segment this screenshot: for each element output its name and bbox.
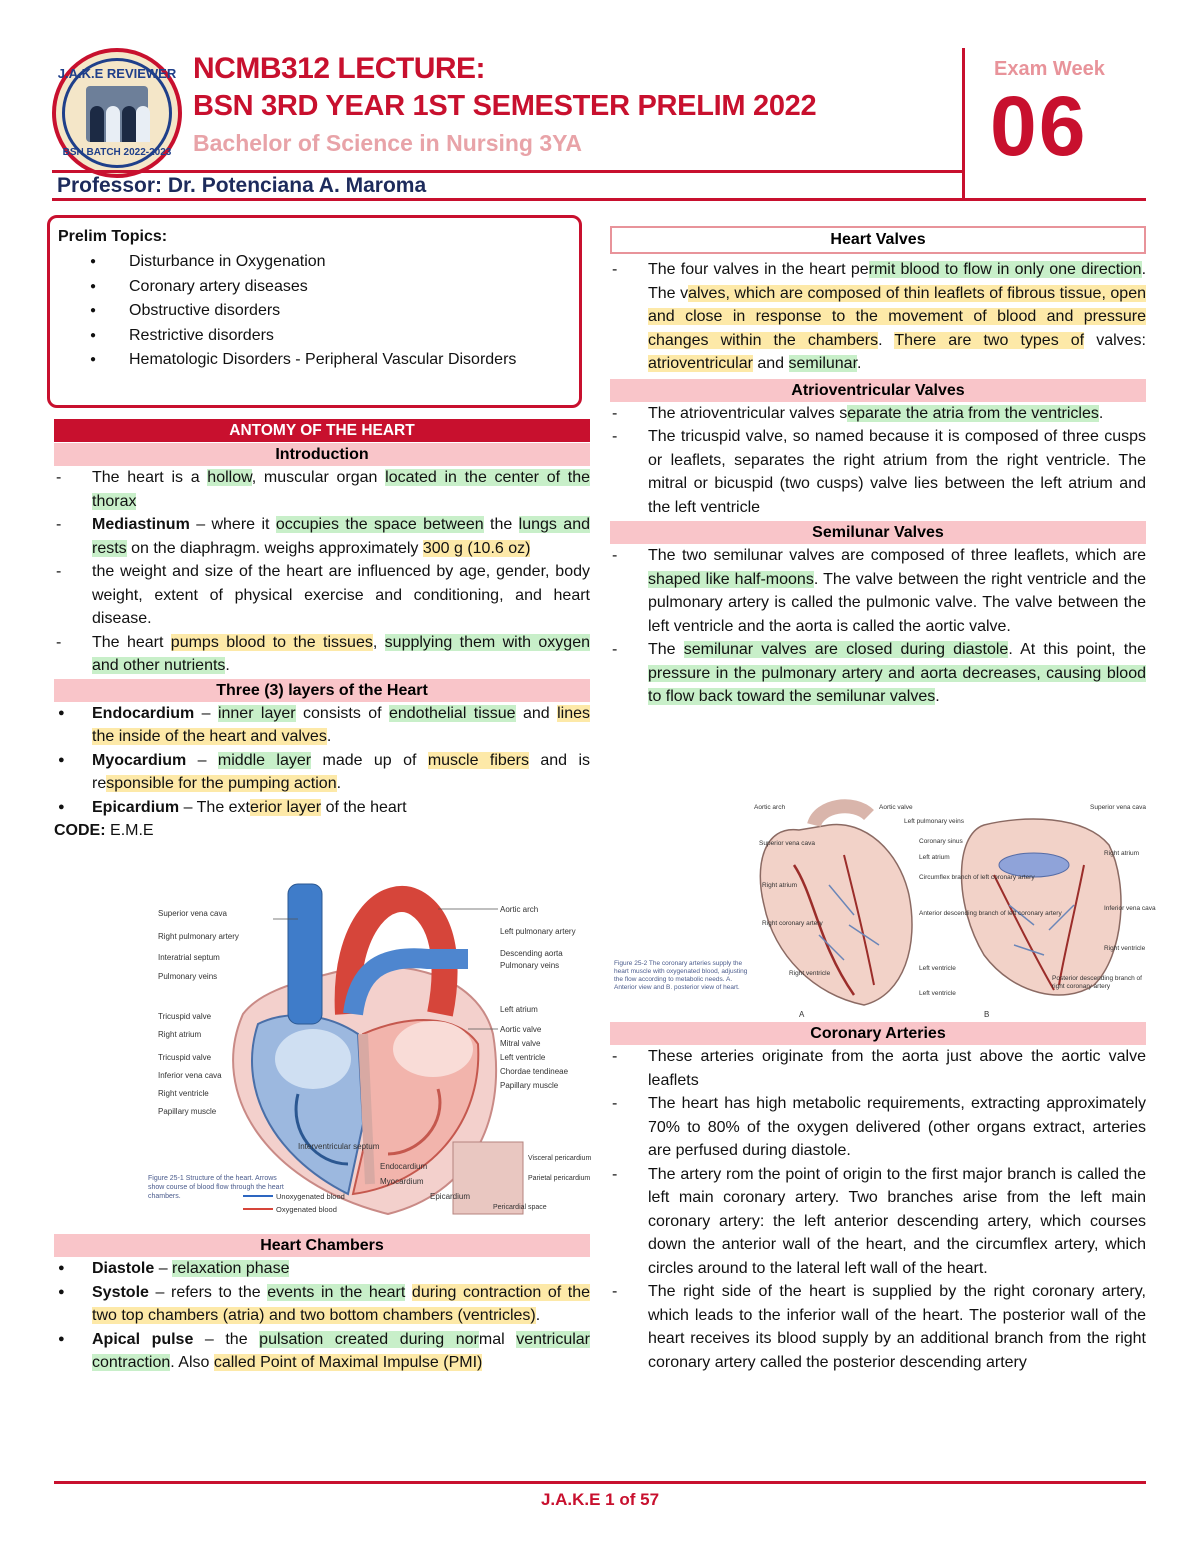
av-valves-title: Atrioventricular Valves xyxy=(610,379,1146,402)
coronary-item: - The right side of the heart is supplied by the right coronary artery, which leads to the inferior wall of the heart. The posterior wall of the heart receives its blood supply by an additional branch from the right coronary artery called the posterior descending artery xyxy=(610,1280,1146,1374)
chamber-item: ● Systole – refers to the events in the heart during contraction of the two top chambers (atria) and two bottom chambers (ventricles). xyxy=(54,1281,590,1328)
intro-title: Introduction xyxy=(54,443,590,466)
av-item: - The tricuspid valve, so named because it is composed of three cusps or leaflets, separates the right atrium from the right ventricle. The mitral or bicuspid (two cusps) valve lies between the left atrium and the left ventricle xyxy=(610,425,1146,519)
heart-label: Pericardial space xyxy=(493,1204,547,1211)
program-name: Bachelor of Science in Nursing 3YA xyxy=(193,130,582,156)
header-divider-vertical xyxy=(962,48,965,200)
heart-structure-figure xyxy=(148,864,592,1229)
topic-item: ● Coronary artery diseases xyxy=(58,275,571,300)
course-title: NCMB312 LECTURE: xyxy=(193,52,486,85)
coronary-label: Posterior descending branch of right coronary artery xyxy=(1052,975,1142,990)
topic-item: ● Disturbance in Oxygenation xyxy=(58,250,571,275)
chamber-item: ● Apical pulse – the pulsation created during normal ventricular contraction. Also called Point of Maximal Impulse (PMI) xyxy=(54,1328,590,1375)
coronary-label: Right atrium xyxy=(762,882,798,889)
coronary-label: Right atrium xyxy=(1104,850,1140,857)
layers-title: Three (3) layers of the Heart xyxy=(54,679,590,702)
heart-label: Left ventricle xyxy=(500,1053,546,1062)
semilunar-title: Semilunar Valves xyxy=(610,521,1146,544)
heart-label: Interventricular septum xyxy=(298,1142,380,1151)
coronary-arteries-figure xyxy=(614,795,1156,1020)
coronary-label: Left pulmonary veins xyxy=(904,818,964,825)
logo-top-text: J.A.K.E REVIEWER xyxy=(57,66,177,81)
coronary-item: - These arteries originate from the aorta just above the aortic valve leaflets xyxy=(610,1045,1146,1092)
valves-item: - The four valves in the heart permit blood to flow in only one direction. The valves, which are composed of thin leaflets of fibrous tissue, open and close in response to the movement of blood and pressure changes within the chambers. There are two types of valves: atrioventricular and semilunar. xyxy=(610,258,1146,376)
coronary-section xyxy=(610,1022,1146,1374)
heart-label: Interatrial septum xyxy=(158,953,220,962)
exam-week-number: 06 xyxy=(990,79,1088,173)
topic-item: ● Restrictive disorders xyxy=(58,324,571,349)
heart-label: Pulmonary veins xyxy=(500,961,560,970)
logo-group-photo xyxy=(86,86,148,142)
coronary-label: Coronary sinus xyxy=(919,838,963,845)
coronary-label: Aortic arch xyxy=(754,804,786,811)
heart-label: Mitral valve xyxy=(500,1039,541,1048)
heart-label: Aortic arch xyxy=(500,905,539,914)
coronary-label: Inferior vena cava xyxy=(1104,905,1156,912)
heart-label: Right ventricle xyxy=(158,1089,209,1098)
heart-label: Tricuspid valve xyxy=(158,1053,212,1062)
topic-item: ● Hematologic Disorders - Peripheral Vascular Disorders xyxy=(58,348,571,373)
heart-label: Right atrium xyxy=(158,1030,202,1039)
intro-item: - The heart is a hollow, muscular organ located in the center of the thorax xyxy=(54,466,590,513)
layer-item: ● Endocardium – inner layer consists of endothelial tissue and lines the inside of the heart and valves. xyxy=(54,702,590,749)
topic-item: ● Obstructive disorders xyxy=(58,299,571,324)
coronary-item: - The heart has high metabolic requirements, extracting approximately 70% to 80% of the oxygen delivered (other organs extract, arteries are perfused during diastole. xyxy=(610,1092,1146,1163)
heart-label: Papillary muscle xyxy=(158,1107,217,1116)
coronary-label: Left ventricle xyxy=(919,965,956,972)
topics-heading: Prelim Topics: xyxy=(58,228,168,245)
coronary-title: Coronary Arteries xyxy=(610,1022,1146,1045)
coronary-label: Circumflex branch of left coronary artery xyxy=(919,874,1035,881)
course-subtitle: BSN 3RD YEAR 1ST SEMESTER PRELIM 2022 xyxy=(193,90,817,122)
heart-label: Right pulmonary artery xyxy=(158,932,239,941)
coronary-label: Left ventricle xyxy=(919,990,956,997)
intro-item: - the weight and size of the heart are influenced by age, gender, body weight, extent of physical exercise and conditioning, and heart disease. xyxy=(54,560,590,631)
heart-label: Endocardium xyxy=(380,1162,428,1171)
av-item: - The atrioventricular valves separate the atria from the ventricles. xyxy=(610,402,1146,426)
coronary-label: Left atrium xyxy=(919,854,950,861)
header-divider-2 xyxy=(52,198,1146,201)
left-column xyxy=(54,419,590,843)
heart-label: Descending aorta xyxy=(500,949,563,958)
layer-item: ● Myocardium – middle layer made up of muscle fibers and is responsible for the pumping action. xyxy=(54,749,590,796)
heart-label: Myocardium xyxy=(380,1177,424,1186)
logo-bottom-text: BSN BATCH 2022-2023 xyxy=(62,147,172,158)
heart-label: Aortic valve xyxy=(500,1025,542,1034)
intro-item: - Mediastinum – where it occupies the space between the lungs and rests on the diaphragm. weighs approximately 300 g (10.6 oz) xyxy=(54,513,590,560)
footer-divider xyxy=(54,1481,1146,1484)
heart-label: Tricuspid valve xyxy=(158,1012,212,1021)
coronary-item: - The artery rom the point of origin to the first major branch is called the left main coronary artery. Two branches arise from the left main coronary artery: the left anterior descending artery, which courses down the anterior wall of the heart, and the circumflex artery, which circles around to the lateral left wall of the heart. xyxy=(610,1163,1146,1281)
heart-label: Left pulmonary artery xyxy=(500,927,576,936)
heart-label: Inferior vena cava xyxy=(158,1071,222,1080)
coronary-label: Aortic valve xyxy=(879,804,913,811)
heart-label: Superior vena cava xyxy=(158,909,227,918)
heart-label: Visceral pericardium xyxy=(528,1155,592,1162)
intro-item: - The heart pumps blood to the tissues, supplying them with oxygen and other nutrients. xyxy=(54,631,590,678)
heart-label: Parietal pericardium xyxy=(528,1175,591,1182)
view-label-a: A xyxy=(799,1010,805,1019)
layer-item: ● Epicardium – The exterior layer of the heart xyxy=(54,796,590,820)
heart-label: Left atrium xyxy=(500,1005,538,1014)
legend-unoxygenated: Unoxygenated blood xyxy=(276,1192,345,1201)
section-title-anatomy: ANTOMY OF THE HEART xyxy=(54,419,590,442)
coronary-label: Superior vena cava xyxy=(1090,804,1147,811)
right-column xyxy=(610,226,1146,709)
topics-list xyxy=(58,250,571,373)
exam-week-label: Exam Week xyxy=(994,58,1105,80)
prelim-topics-box xyxy=(47,215,582,408)
professor-name: Professor: Dr. Potenciana A. Maroma xyxy=(57,174,427,197)
semilunar-item: - The two semilunar valves are composed of three leaflets, which are shaped like half-moons. The valve between the right ventricle and the pulmonary artery is called the pulmonic valve. The valve between the left ventricle and the aorta is called the aortic valve. xyxy=(610,544,1146,638)
coronary-figure-caption: Figure 25-2 The coronary arteries supply the heart muscle with oxygenated blood, adjusting the flow according to metabolic needs. A. Anterior view and B. posterior view of heart. xyxy=(614,960,748,991)
chamber-item: ● Diastole – relaxation phase xyxy=(54,1257,590,1281)
legend-oxygenated: Oxygenated blood xyxy=(276,1205,337,1214)
coronary-label: Right ventricle xyxy=(789,970,831,977)
heart-label: Chordae tendineae xyxy=(500,1067,569,1076)
coronary-label: Superior vena cava xyxy=(759,840,816,847)
semilunar-item: - The semilunar valves are closed during diastole. At this point, the pressure in the pulmonary artery and aorta decreases, causing blood to flow back toward the semilunar valves. xyxy=(610,638,1146,709)
reviewer-logo xyxy=(52,48,182,178)
heart-chambers-section xyxy=(54,1234,590,1375)
mnemonic-code: CODE: E.M.E xyxy=(54,822,154,839)
coronary-label: Right coronary artery xyxy=(762,920,823,927)
coronary-label: Right ventricle xyxy=(1104,945,1146,952)
page-footer: J.A.K.E 1 of 57 xyxy=(540,1490,660,1509)
coronary-label: Anterior descending branch of left coronary artery xyxy=(919,910,1062,917)
view-label-b: B xyxy=(984,1010,990,1019)
valves-title: Heart Valves xyxy=(610,226,1146,254)
header-divider-1 xyxy=(52,170,964,173)
chambers-title: Heart Chambers xyxy=(54,1234,590,1257)
heart-label: Epicardium xyxy=(430,1192,471,1201)
heart-figure-caption: Figure 25-1 Structure of the heart. Arrows show course of blood flow through the heart chambers. xyxy=(148,1175,284,1200)
heart-label: Pulmonary veins xyxy=(158,972,218,981)
heart-label: Papillary muscle xyxy=(500,1081,559,1090)
